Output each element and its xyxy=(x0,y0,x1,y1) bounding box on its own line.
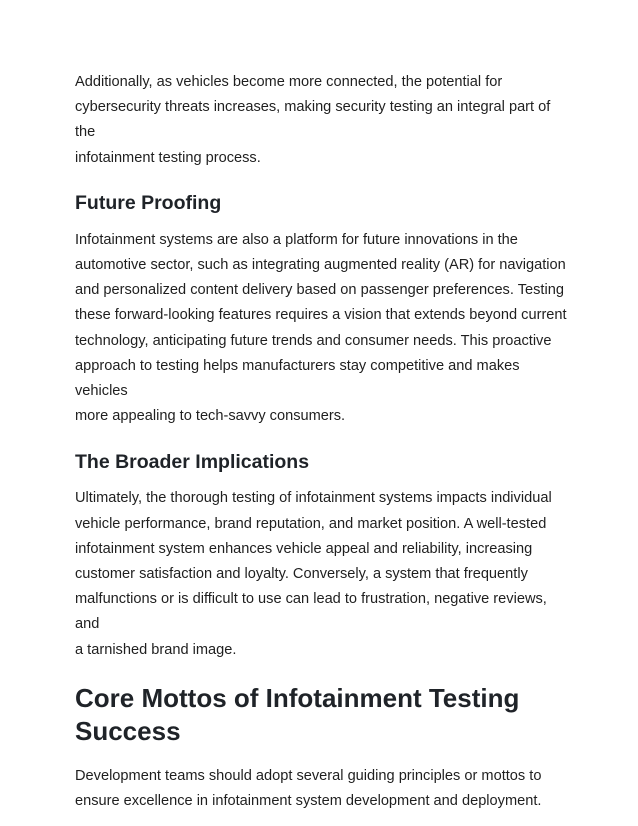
document-page xyxy=(75,70,570,814)
core-mottos-paragraph: Development teams should adopt several guiding principles or mottos to ensure excellence in infotainment system development and deployment. xyxy=(75,767,542,810)
future-proofing-paragraph: Infotainment systems are also a platform for future innovations in the automotive sector, such as integrating augmented reality (AR) for navigation and personalized content delivery based on passenger preferences. Testing these forward-looking features requires a vision that extends beyond current technology, anticipating future trends and consumer needs. This proactive approach to testing helps manufacturers stay competitive and makes vehicles more appealing to tech-savvy consumers. xyxy=(75,231,567,425)
broader-implications-paragraph: Ultimately, the thorough testing of infotainment systems impacts individual vehicle performance, brand reputation, and market position. A well-tested infotainment system enhances vehicle appeal and reliability, increasing customer satisfaction and loyalty. Conversely, a system that frequently malfunctions or is difficult to use can lead to frustration, negative reviews, and a tarnished brand image. xyxy=(75,490,552,658)
section-heading-future-proofing: Future Proofing xyxy=(75,191,222,214)
intro-paragraph: Additionally, as vehicles become more connected, the potential for cybersecurity threats increases, making security testing an integral part of the infotainment testing process. xyxy=(75,74,551,166)
main-heading-core-mottos: Core Mottos of Infotainment Testing Success xyxy=(75,682,520,747)
section-heading-broader-implications: The Broader Implications xyxy=(75,451,310,474)
